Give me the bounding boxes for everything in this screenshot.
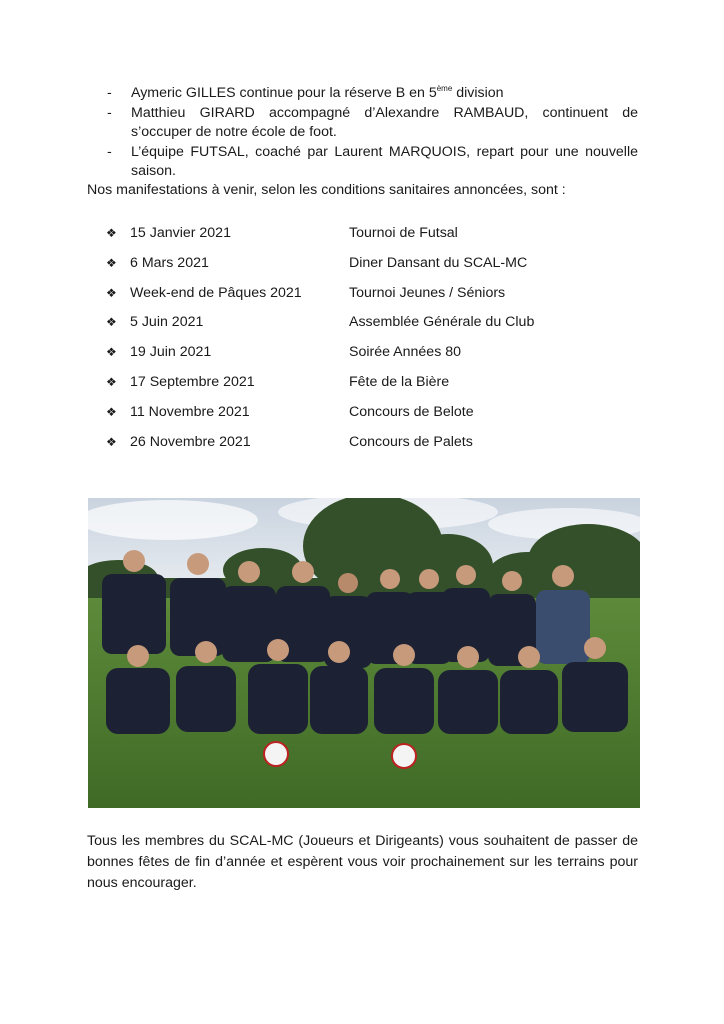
superscript: ème <box>436 84 453 93</box>
event-name: Fête de la Bière <box>349 373 450 390</box>
event-name: Concours de Palets <box>349 433 473 450</box>
team-photo <box>88 498 640 808</box>
event-date: 17 Septembre 2021 <box>130 373 255 390</box>
event-date: 19 Juin 2021 <box>130 344 212 361</box>
event-date: 15 Janvier 2021 <box>130 225 231 241</box>
event-date: 11 Novembre 2021 <box>130 403 250 420</box>
diamond-bullet-icon: ❖ <box>106 226 117 240</box>
event-date: 26 Novembre 2021 <box>130 433 251 450</box>
event-date: Week-end de Pâques 2021 <box>130 284 302 301</box>
list-item <box>87 143 638 182</box>
event-name: Concours de Belote <box>349 403 474 420</box>
diamond-bullet-icon: ❖ <box>106 404 117 419</box>
event-name: Soirée Années 80 <box>349 344 462 361</box>
event-date: 6 Mars 2021 <box>130 254 209 271</box>
staff-list <box>87 84 638 182</box>
event-name: Assemblée Générale du Club <box>349 314 535 331</box>
bullet-text: L’équipe FUTSAL, coaché par Laurent MARQUOIS, repart pour une nouvelle saison. <box>131 143 638 179</box>
dash-bullet: - <box>107 104 112 121</box>
event-name: Tournoi de Futsal <box>349 225 458 241</box>
event-date: 5 Juin 2021 <box>130 314 204 331</box>
list-item <box>87 104 638 143</box>
diamond-bullet-icon: ❖ <box>106 255 117 270</box>
diamond-bullet-icon: ❖ <box>106 285 117 300</box>
dash-bullet: - <box>107 143 112 160</box>
bullet-text: Aymeric GILLES continue pour la réserve B en 5 <box>131 85 437 101</box>
event-name: Diner Dansant du SCAL-MC <box>349 254 528 271</box>
events-intro: Nos manifestations à venir, selon les conditions sanitaires annoncées, sont : <box>87 182 566 198</box>
diamond-bullet-icon: ❖ <box>106 345 117 360</box>
closing-message: Tous les membres du SCAL-MC (Joueurs et Dirigeants) vous souhaitent de passer de bonnes fêtes de fin d’année et espèrent vous voir prochainement sur les terrains pour nous encourager. <box>87 833 638 891</box>
list-item <box>87 84 638 104</box>
bullet-text: Matthieu GIRARD accompagné d’Alexandre RAMBAUD, continuent de s’occuper de notre école de foot. <box>131 104 638 140</box>
dash-bullet: - <box>107 85 112 101</box>
diamond-bullet-icon: ❖ <box>106 315 117 330</box>
bullet-text-end: division <box>452 85 504 101</box>
diamond-bullet-icon: ❖ <box>106 434 117 449</box>
event-name: Tournoi Jeunes / Séniors <box>349 284 506 301</box>
diamond-bullet-icon: ❖ <box>106 374 117 389</box>
